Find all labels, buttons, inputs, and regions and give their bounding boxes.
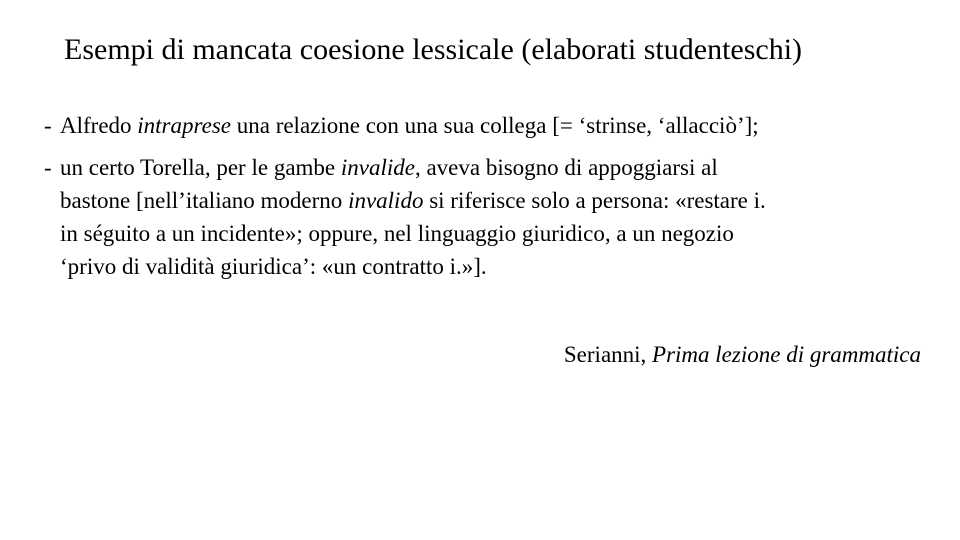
bullet-text-run: una relazione con una sua collega [= ‘strinse, ‘allacciò’];	[230, 113, 759, 138]
citation	[564, 338, 921, 371]
bullet-text-run: , aveva bisogno di appoggiarsi al	[414, 155, 718, 180]
bullet-dash: -	[44, 155, 52, 180]
citation-author: Serianni,	[563, 342, 653, 367]
bullet-text-italic: invalide	[340, 155, 415, 180]
bullet-text-run: un certo Torella, per le gambe	[60, 155, 341, 180]
bullet-item	[44, 109, 944, 142]
bullet-text-italic: intraprese	[137, 113, 231, 138]
bullet-line	[44, 151, 944, 184]
bullet-line	[44, 250, 944, 283]
bullet-dash: -	[44, 113, 52, 138]
citation-work-title: Prima lezione di grammatica	[652, 342, 921, 367]
bullet-text-run: in séguito a un incidente»; oppure, nel linguaggio giuridico, a un negozio	[60, 221, 734, 246]
bullet-text-run: bastone [nell’italiano moderno	[60, 188, 349, 213]
bullet-line	[44, 217, 944, 250]
bullet-text-run: ‘privo di validità giuridica’: «un contratto i.»].	[60, 254, 487, 279]
bullet-text-run: Alfredo	[60, 113, 138, 138]
bullet-line	[44, 184, 944, 217]
bullet-text-run: si riferisce solo a persona: «restare i.	[423, 188, 766, 213]
bullet-text-italic: invalido	[348, 188, 424, 213]
slide-title: Esempi di mancata coesione lessicale (elaborati studenteschi)	[64, 33, 803, 66]
bullet-item	[44, 151, 944, 283]
